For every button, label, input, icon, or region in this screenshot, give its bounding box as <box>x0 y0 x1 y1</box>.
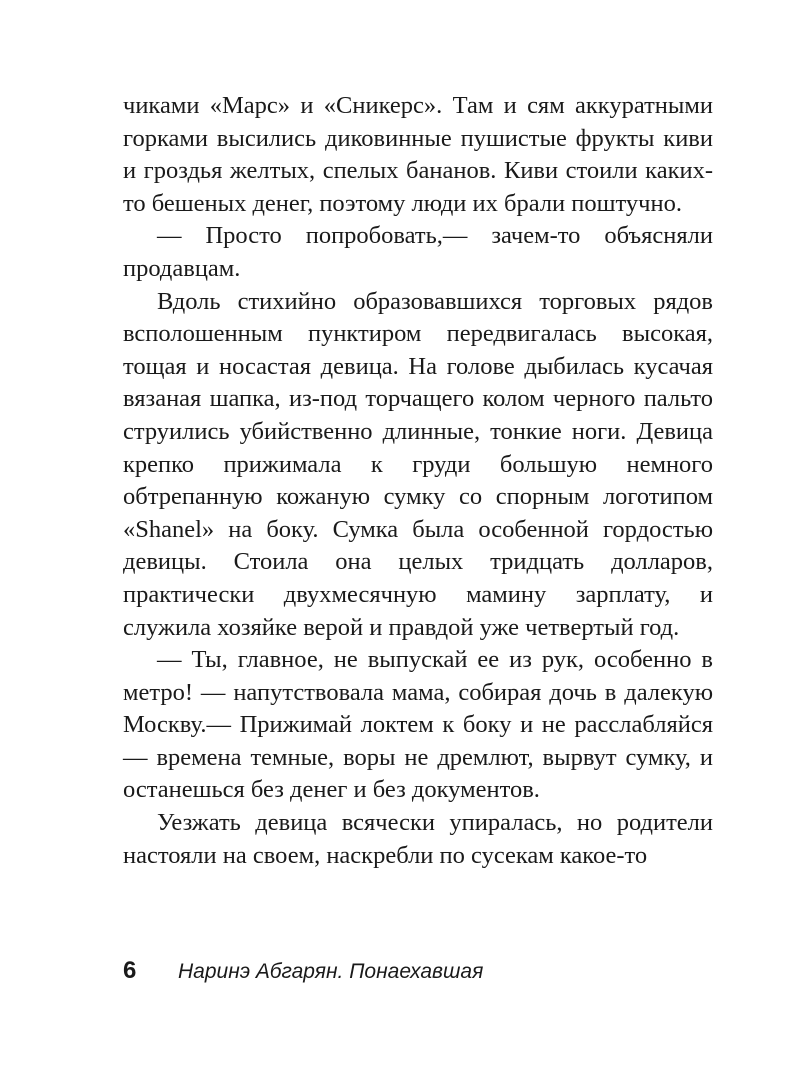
page-body-text <box>123 90 713 872</box>
paragraph-description: Вдоль стихийно образовавшихся торговых рядов всполошенным пунктиром передвигалась высокая, тощая и носастая девица. На голове дыбилась кусачая вязаная шапка, из-под торчащего колом черного пальто струились убийственно длинные, тонкие ноги. Девица крепко прижимала к груди большую немного обтрепанную кожаную сумку со спорным логотипом «Shanel» на боку. Сумка была особенной гордостью девицы. Стоила она целых тридцать долларов, практически двухмесячную мамину зарплату, и служила хозяйке верой и правдой уже четвертый год. <box>123 287 713 641</box>
page-footer <box>123 957 483 987</box>
paragraph-dialogue-2: — Ты, главное, не выпускай ее из рук, особенно в метро! — напутствовала мама, собирая дочь в далекую Москву.— Прижимай локтем к боку и не расслабляйся — времена темные, воры не дремлют, вырвут сумку, и останешься без денег и без документов. <box>123 646 713 804</box>
page-number: 6 <box>123 957 137 984</box>
running-title: Наринэ Абгарян. Понаехавшая <box>178 960 484 983</box>
paragraph-dialogue-1: — Просто попробовать,— зачем-то объясняли продавцам. <box>123 222 713 282</box>
paragraph-last: Уезжать девица всячески упиралась, но родители настояли на своем, наскребли по сусекам какое-то <box>123 809 713 869</box>
paragraph-continuation: чиками «Марс» и «Сникерс». Там и сям аккуратными горками высились диковинные пушистые фрукты киви и гроздья желтых, спелых бананов. Киви стоили каких-то бешеных денег, поэтому люди их брали поштучно. <box>123 92 713 217</box>
